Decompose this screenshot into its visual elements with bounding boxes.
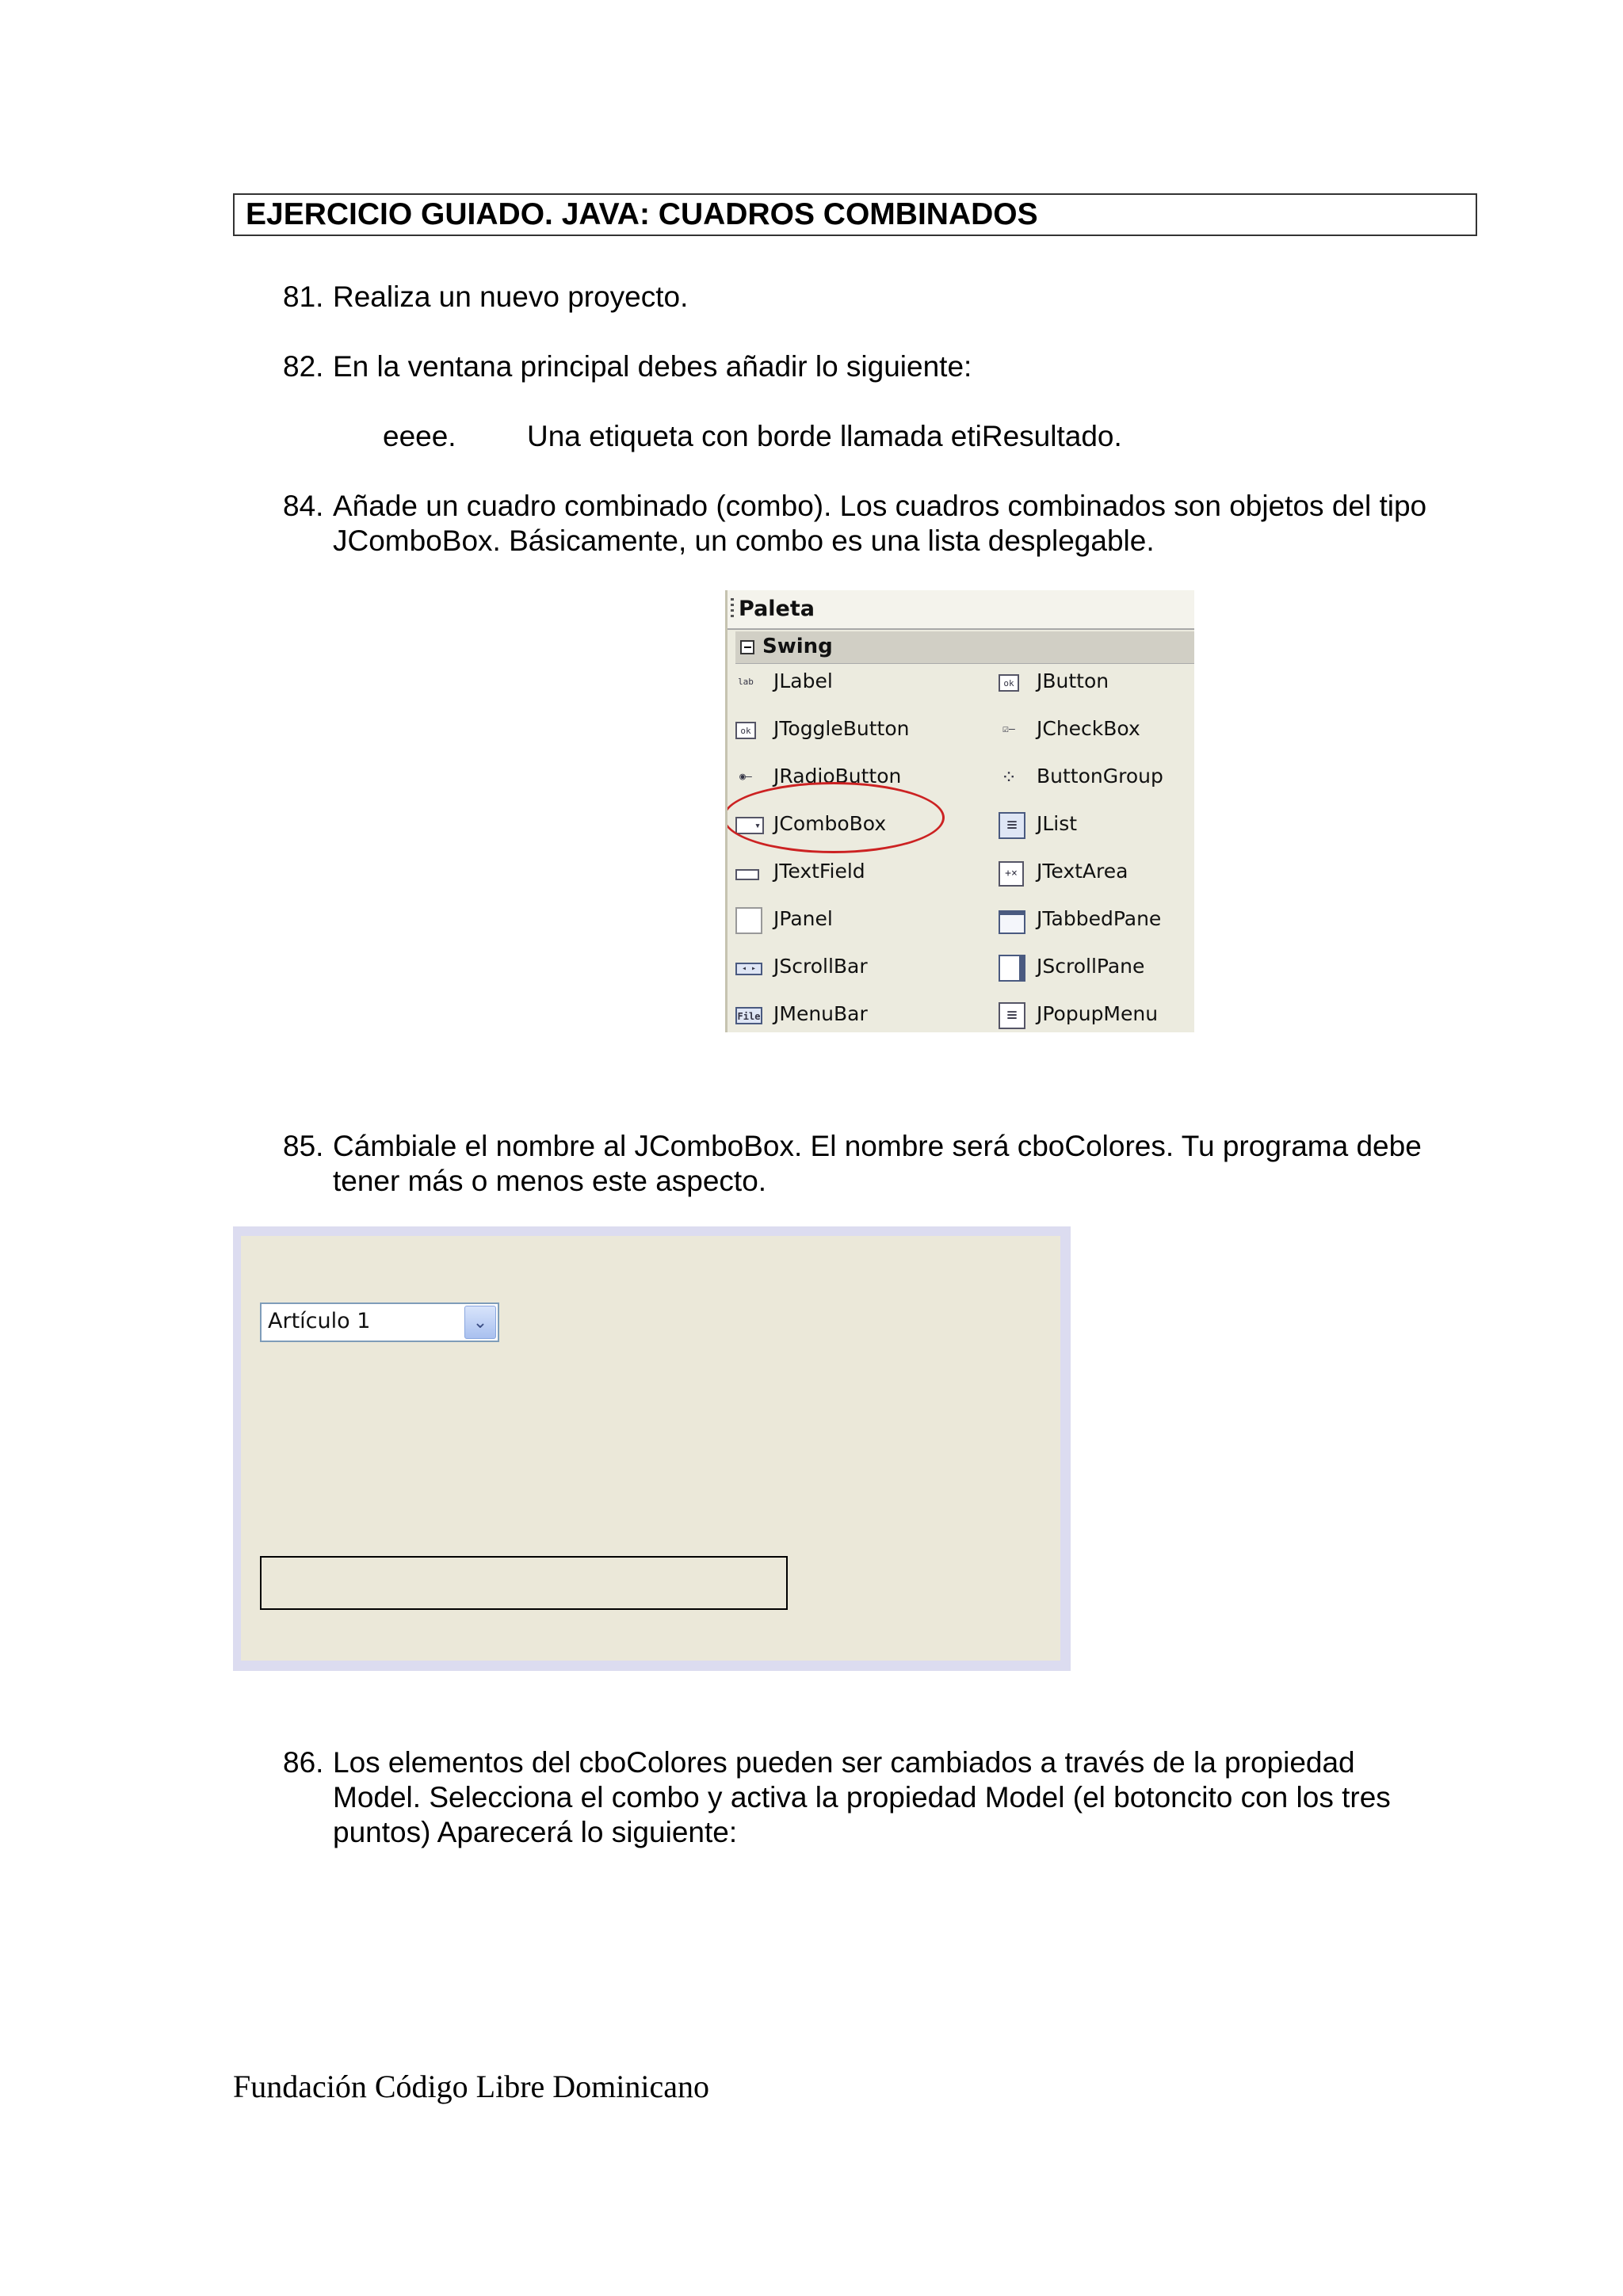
step-number: 85. — [283, 1130, 324, 1162]
button-icon: ok — [999, 674, 1019, 692]
chevron-down-icon[interactable]: ⌄ — [464, 1306, 496, 1339]
grip-icon — [731, 598, 734, 619]
step-text-line-1: Los elementos del cboColores pueden ser cambiados a través de la propiedad — [333, 1746, 1355, 1779]
collapse-icon[interactable] — [740, 640, 754, 654]
step-82 — [283, 349, 1472, 384]
palette-item-jmenubar[interactable]: File JMenuBar — [735, 1001, 989, 1032]
panel-icon — [735, 907, 762, 934]
palette-item-jtabbedpane[interactable]: JTabbedPane — [999, 906, 1189, 937]
section-label: Swing — [762, 635, 833, 658]
palette-item-jbutton[interactable]: ok JButton — [999, 668, 1189, 700]
highlight-circle — [725, 782, 945, 853]
combobox-icon: ▾ — [735, 817, 764, 834]
step-text-line-1: Añade un cuadro combinado (combo). Los cuadros combinados son objetos del tipo — [333, 490, 1427, 522]
combo-selected-value: Artículo 1 — [268, 1309, 371, 1333]
text-field-icon — [735, 869, 759, 880]
palette-item-jpanel[interactable]: JPanel — [735, 906, 989, 937]
swing-section-header[interactable] — [735, 631, 1194, 664]
step-text-line-3: puntos) Aparecerá lo siguiente: — [333, 1816, 738, 1848]
step-84 — [283, 489, 1487, 559]
palette-item-jtogglebutton[interactable]: ok JToggleButton — [735, 715, 989, 747]
checkbox-icon: ☑– — [1002, 723, 1015, 735]
palette-item-jscrollbar[interactable]: ◂ ▸ JScrollBar — [735, 953, 989, 985]
step-81 — [283, 280, 1472, 315]
step-86 — [283, 1745, 1487, 1850]
step-85 — [283, 1129, 1487, 1199]
step-text: Una etiqueta con borde llamada etiResultado. — [527, 420, 1122, 452]
step-text: En la ventana principal debes añadir lo siguiente: — [333, 350, 972, 383]
scroll-pane-icon — [999, 955, 1025, 982]
step-text: Realiza un nuevo proyecto. — [333, 280, 689, 313]
palette-item-jtextfield[interactable]: JTextField — [735, 858, 989, 890]
text-area-icon: +× — [999, 861, 1024, 887]
button-group-icon: ⁘ — [1000, 766, 1018, 788]
list-icon: ≡ — [999, 812, 1025, 839]
palette-item-jlabel[interactable]: lab JLabel — [735, 668, 989, 700]
tabbed-pane-icon — [999, 910, 1025, 934]
step-number: 86. — [283, 1746, 324, 1779]
toggle-button-icon: ok — [735, 722, 756, 739]
program-content-pane — [241, 1236, 1060, 1661]
menu-bar-icon: File — [735, 1007, 762, 1024]
step-text-line-2: Model. Selecciona el combo y activa la propiedad Model (el botoncito con los tres — [333, 1781, 1391, 1814]
palette-item-jcheckbox[interactable]: ☑– JCheckBox — [999, 715, 1189, 747]
scrollbar-icon: ◂ ▸ — [735, 963, 762, 975]
palette-item-jradiobutton[interactable]: ◉– JRadioButton — [735, 763, 989, 795]
popup-menu-icon: ≡ — [999, 1002, 1025, 1029]
label-icon: lab — [738, 677, 754, 687]
step-number: eeee. — [383, 420, 456, 452]
step-number: 82. — [283, 350, 324, 383]
step-text-line-1: Cámbiale el nombre al JComboBox. El nombre será cboColores. Tu programa debe — [333, 1130, 1422, 1162]
radio-button-icon: ◉– — [739, 771, 752, 783]
palette-title: Paleta — [739, 597, 815, 621]
step-number: 84. — [283, 490, 324, 522]
palette-item-buttongroup[interactable]: ⁘ ButtonGroup — [999, 763, 1189, 795]
palette-item-jpopupmenu[interactable]: ≡ JPopupMenu — [999, 1001, 1189, 1032]
footer-text: Fundación Código Libre Dominicano — [233, 2069, 710, 2104]
palette-screenshot — [725, 590, 1194, 1032]
cbo-colores-combobox[interactable] — [260, 1302, 499, 1342]
eti-resultado-label — [260, 1556, 788, 1610]
palette-item-jtextarea[interactable]: +× JTextArea — [999, 858, 1189, 890]
step-text-line-2: JComboBox. Básicamente, un combo es una lista desplegable. — [333, 524, 1155, 557]
exercise-title: EJERCICIO GUIADO. JAVA: CUADROS COMBINADOS — [233, 193, 1477, 236]
step-eeee — [383, 419, 1413, 454]
step-text-line-2: tener más o menos este aspecto. — [333, 1165, 767, 1197]
palette-item-jcombobox[interactable]: ▾ JComboBox — [735, 810, 989, 842]
palette-header — [727, 590, 1194, 630]
step-number: 81. — [283, 280, 324, 313]
program-window-screenshot — [233, 1226, 1071, 1671]
palette-item-jlist[interactable]: ≡ JList — [999, 810, 1189, 842]
palette-item-jscrollpane[interactable]: JScrollPane — [999, 953, 1189, 985]
